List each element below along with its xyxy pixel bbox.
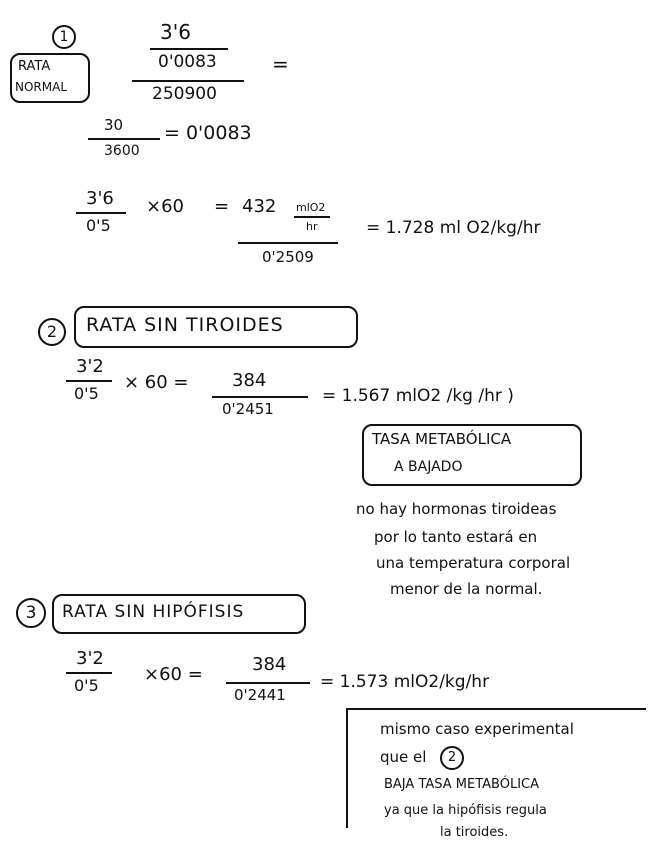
section-3-note-line2: que el <box>380 748 427 766</box>
section-1-calc3-value: 432 <box>242 196 277 217</box>
section-2-result: = 1.567 mlO2 /kg /hr ) <box>322 386 514 406</box>
section-1-calc3-unit-bottom: hr <box>306 220 318 233</box>
section-3-number: 3 <box>25 603 37 623</box>
section-2-box-line2: A BAJADO <box>394 459 463 475</box>
section-3-note-line3: BAJA TASA METABÓLICA <box>384 777 540 792</box>
section-3-title: RATA SIN HIPÓFISIS <box>62 602 245 622</box>
section-1-number: 1 <box>59 29 69 45</box>
section-2-box-line1: TASA METABÓLICA <box>372 430 512 448</box>
section-3-value: 384 <box>252 654 287 675</box>
section-1-label-line1: RATA <box>18 59 51 74</box>
section-3-note-reference-number: 2 <box>447 750 457 765</box>
section-2-numerator: 3'2 <box>76 356 104 377</box>
section-1-calc2-fraction-bar <box>88 138 160 140</box>
section-3-note-line4: ya que la hipófisis regula <box>384 803 547 818</box>
section-2-number-circle <box>38 318 66 346</box>
section-1-calc3-denominator: 0'5 <box>86 216 111 235</box>
section-1-main-fraction-bar <box>132 80 244 82</box>
section-2-times: × 60 = <box>124 372 189 393</box>
section-3-number-circle <box>16 598 46 628</box>
section-1-calc3-divisor-bar <box>238 242 338 244</box>
section-1-calc3-numerator: 3'6 <box>86 188 114 209</box>
section-3-note-line5: la tiroides. <box>440 825 509 840</box>
section-1-calc3-fraction-bar <box>76 212 126 214</box>
section-3-denominator: 0'5 <box>74 676 99 695</box>
section-1-calc3-times: ×60 <box>146 196 184 217</box>
section-3-value-bar <box>226 682 310 684</box>
section-1-calc3-equals: = <box>214 196 230 217</box>
section-2-fraction-bar <box>66 380 112 382</box>
section-2-note-line3: una temperatura corporal <box>376 554 571 572</box>
section-1-equals-sign: = <box>272 52 289 76</box>
section-3-times: ×60 = <box>144 664 203 685</box>
section-3-note-top-border <box>346 708 646 710</box>
section-2-note-line2: por lo tanto estará en <box>374 528 538 546</box>
section-3-note-left-border <box>346 708 348 828</box>
section-2-note-line1: no hay hormonas tiroideas <box>356 500 557 518</box>
section-3-numerator: 3'2 <box>76 648 104 669</box>
section-3-result: = 1.573 mlO2/kg/hr <box>320 672 490 692</box>
section-1-calc3-unit-top: mlO2 <box>296 201 326 214</box>
section-1-top-numerator: 3'6 <box>160 20 191 44</box>
section-3-divisor: 0'2441 <box>234 686 286 704</box>
section-1-bottom-denominator: 250900 <box>152 84 217 104</box>
section-1-calc2-numerator: 30 <box>104 116 124 134</box>
section-2-note-line4: menor de la normal. <box>390 580 543 598</box>
section-1-top-fraction-bar <box>150 48 228 50</box>
section-2-divisor: 0'2451 <box>222 400 274 418</box>
section-3-fraction-bar <box>66 672 112 674</box>
section-1-number-circle <box>52 25 76 49</box>
section-2-title: RATA SIN TIROIDES <box>86 314 284 336</box>
section-1-calc2-result: = 0'0083 <box>164 122 252 144</box>
section-1-calc3-result: = 1.728 ml O2/kg/hr <box>366 218 541 238</box>
section-3-note-line1: mismo caso experimental <box>380 720 574 738</box>
section-1-label-line2: NORMAL <box>15 80 68 94</box>
section-2-value: 384 <box>232 370 267 391</box>
section-2-value-bar <box>212 396 308 398</box>
section-1-top-denominator: 0'0083 <box>158 52 217 72</box>
section-2-denominator: 0'5 <box>74 384 99 403</box>
section-3-note-reference-circle <box>440 746 464 770</box>
section-1-calc2-denominator: 3600 <box>104 143 140 159</box>
section-1-calc3-divisor: 0'2509 <box>262 248 314 266</box>
section-1-calc3-unit-bar <box>294 216 330 218</box>
section-2-number: 2 <box>46 322 58 341</box>
